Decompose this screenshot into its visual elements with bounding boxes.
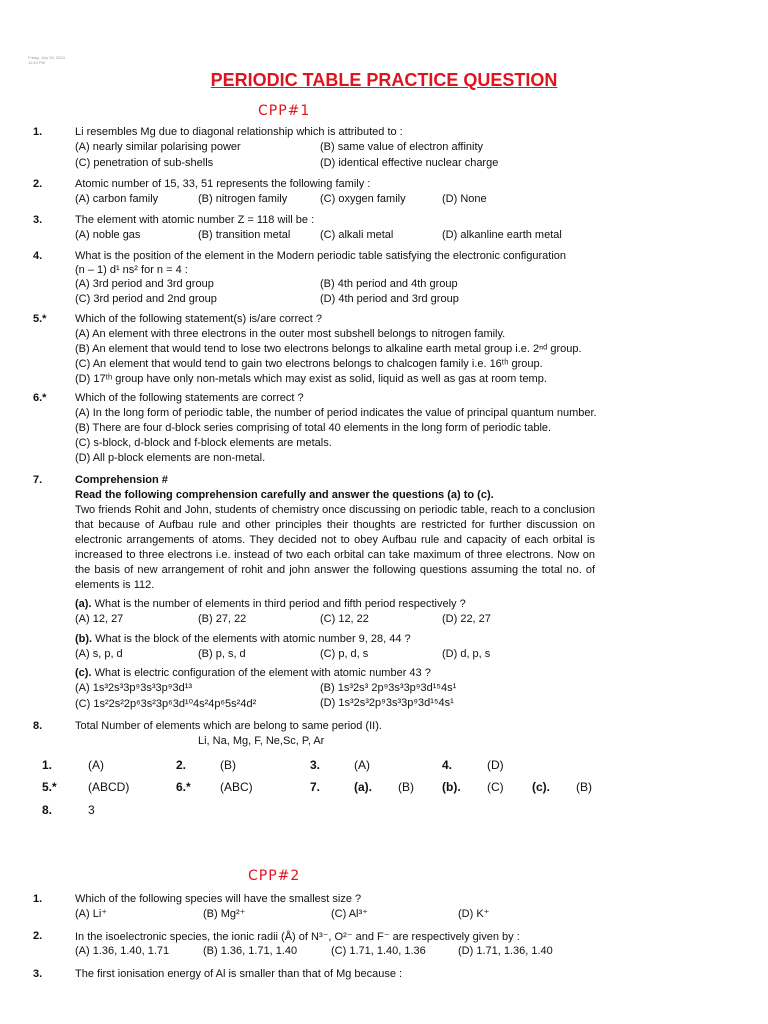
question-number: 4. [33,250,43,262]
answer-label: (a). [354,780,372,794]
option-b: (B) Mg²⁺ [203,908,246,920]
subquestion-label: (a). [75,598,92,610]
question-number: 1. [33,126,43,138]
option-b: (B) 1.36, 1.71, 1.40 [203,945,298,957]
option-a: (A) Li⁺ [75,908,108,920]
comprehension-instruction: Read the following comprehension carefully and answer the questions (a) to (c). [75,489,494,501]
subquestion-label: (c). [75,667,92,679]
question-number: 8. [33,720,43,732]
question-number: 1. [33,893,43,905]
question-text: In the isoelectronic species, the ionic radii (Å) of N³⁻, O²⁻ and F⁻ are respectively given by : [75,931,520,943]
answer-value: (C) [487,780,504,794]
question-number: 6.* [33,392,47,404]
option-d: (D) K⁺ [458,908,490,920]
question-text: Which of the following species will have the smallest size ? [75,893,362,905]
option-b: (B) same value of electron affinity [320,141,484,153]
answer-number: 5.* [42,780,57,794]
question-text: Which of the following statement(s) is/are correct ? [75,313,322,325]
answer-value: (B) [220,758,236,772]
option-c: (C) 12, 22 [320,613,369,625]
option-a: (A) nearly similar polarising power [75,141,241,153]
option-c: (C) p, d, s [320,648,369,660]
option-b: (B) 27, 22 [198,613,247,625]
page-title: PERIODIC TABLE PRACTICE QUESTION [210,70,558,90]
question-text: Atomic number of 15, 33, 51 represents the following family : [75,178,371,190]
answer-value: (ABC) [220,780,253,794]
option-b: (B) 1s³2s³ 2p⁹3s³3p⁹3d¹⁵4s¹ [320,682,457,694]
answer-number: 3. [310,758,321,772]
subquestion-label: (b). [75,633,93,645]
subquestion-a [75,598,466,610]
option-b: (B) nitrogen family [198,193,288,205]
timestamp-time: 11:43 PM [28,60,45,65]
option-c: (C) alkali metal [320,229,394,241]
question-text-continued: (n – 1) d¹ ns² for n = 4 : [75,264,188,276]
answer-value: 3 [88,803,95,817]
answer-value: (B) [576,780,592,794]
option-a: (A) s, p, d [75,648,123,660]
comprehension-passage: Two friends Rohit and John, students of chemistry once discussing on periodic table, reach to a conclusion that because of Aufbau rule and other principles their thoughts are restricted for further discussion on electronic arrangements of atoms. They decided not to obey Aufbau rule and capacity of each orbital is increased to three electrons i.e. instead of two each orbital can take maximum of three electrons. Now on the basis of new arrangement of rohit and john answer the following questions assuming the total no. of elements is 112. [75,504,595,591]
question-number: 3. [33,968,43,980]
question-text: Total Number of elements which are belong to same period (II). [75,720,382,732]
answer-number: 8. [42,803,53,817]
option-d: (D) 4th period and 3rd group [320,293,459,305]
option-d: (D) None [442,193,487,205]
option-d: (D) d, p, s [442,648,491,660]
question-number: 3. [33,214,43,226]
answer-number: 2. [176,758,187,772]
answer-value: (D) [487,758,504,772]
option-d: (D) identical effective nuclear charge [320,157,499,169]
option-d: (D) 22, 27 [442,613,491,625]
answer-number: 7. [310,780,321,794]
question-text: Which of the following statements are correct ? [75,392,304,404]
question-text: Li resembles Mg due to diagonal relationship which is attributed to : [75,126,403,138]
comprehension-heading: Comprehension # [75,474,168,486]
option-d: (D) alkanline earth metal [442,229,562,241]
answer-number: 6.* [176,780,191,794]
option-a: (A) 1s³2s³3p⁹3s³3p⁹3d¹³ [75,682,193,694]
option-a: (A) 12, 27 [75,613,124,625]
question-text: The first ionisation energy of Al is smaller than that of Mg because : [75,968,403,980]
option-b: (B) transition metal [198,229,291,241]
option-c: (C) s-block, d-block and f-block elements are metals. [75,437,332,449]
option-b: (B) There are four d-block series comprising of total 40 elements in the long form of periodic table. [75,422,552,434]
option-d: (D) 17ᵗʰ group have only non-metals which may exist as solid, liquid as well as gas at room temp. [75,373,547,385]
option-a: (A) In the long form of periodic table, the number of period indicates the value of principal quantum number. [75,407,597,419]
option-c: (C) oxygen family [320,193,406,205]
option-c: (C) Al³⁺ [331,908,368,920]
option-a: (A) carbon family [75,193,159,205]
answer-label: (c). [532,780,550,794]
subquestion-c [75,667,431,679]
option-b: (B) 4th period and 4th group [320,278,458,290]
subquestion-text: What is the number of elements in third period and fifth period respectively ? [94,598,466,610]
answer-value: (ABCD) [88,780,130,794]
option-b: (B) An element that would tend to lose two electrons belongs to alkaline earth metal group i.e. 2ⁿᵈ group. [75,343,582,355]
answer-value: (B) [398,780,414,794]
question-number: 2. [33,930,43,942]
answer-label: (b). [442,780,461,794]
option-a: (A) noble gas [75,229,141,241]
subquestion-text: What is electric configuration of the element with atomic number 43 ? [94,667,431,679]
option-c: (C) 1s²2s²2p⁶3s²3p⁶3d¹⁰4s²4p⁶5s²4d² [75,698,257,710]
option-c: (C) 1.71, 1.40, 1.36 [331,945,426,957]
handwritten-cpp2-heading: CPP#2 [248,868,301,884]
element-list: Li, Na, Mg, F, Ne,Sc, P, Ar [198,735,325,747]
option-c: (C) An element that would tend to gain two electrons belongs to chalcogen family i.e. 16ᵗʰ group. [75,358,543,370]
option-d: (D) 1.71, 1.36, 1.40 [458,945,553,957]
option-c: (C) penetration of sub-shells [75,157,214,169]
option-d: (D) All p-block elements are non-metal. [75,452,266,464]
question-number: 5.* [33,313,47,325]
question-number: 2. [33,178,43,190]
handwritten-cpp1-heading: CPP#1 [258,103,311,119]
question-number: 7. [33,474,43,486]
question-text: What is the position of the element in the Modern periodic table satisfying the electronic configuration [75,250,566,262]
answer-value: (A) [88,758,104,772]
option-a: (A) 1.36, 1.40, 1.71 [75,945,170,957]
answer-number: 4. [442,758,453,772]
option-a: (A) 3rd period and 3rd group [75,278,214,290]
option-a: (A) An element with three electrons in the outer most subshell belongs to nitrogen family. [75,328,506,340]
question-text: The element with atomic number Z = 118 will be : [75,214,315,226]
subquestion-b [75,633,411,645]
answer-value: (A) [354,758,370,772]
option-d: (D) 1s³2s³2p⁹3s³3p⁹3d¹⁵4s¹ [320,697,454,709]
timestamp-date: Friday, July 28, 2023 [28,55,65,60]
answer-number: 1. [42,758,53,772]
subquestion-text: What is the block of the elements with atomic number 9, 28, 44 ? [95,633,411,645]
option-b: (B) p, s, d [198,648,246,660]
option-c: (C) 3rd period and 2nd group [75,293,217,305]
